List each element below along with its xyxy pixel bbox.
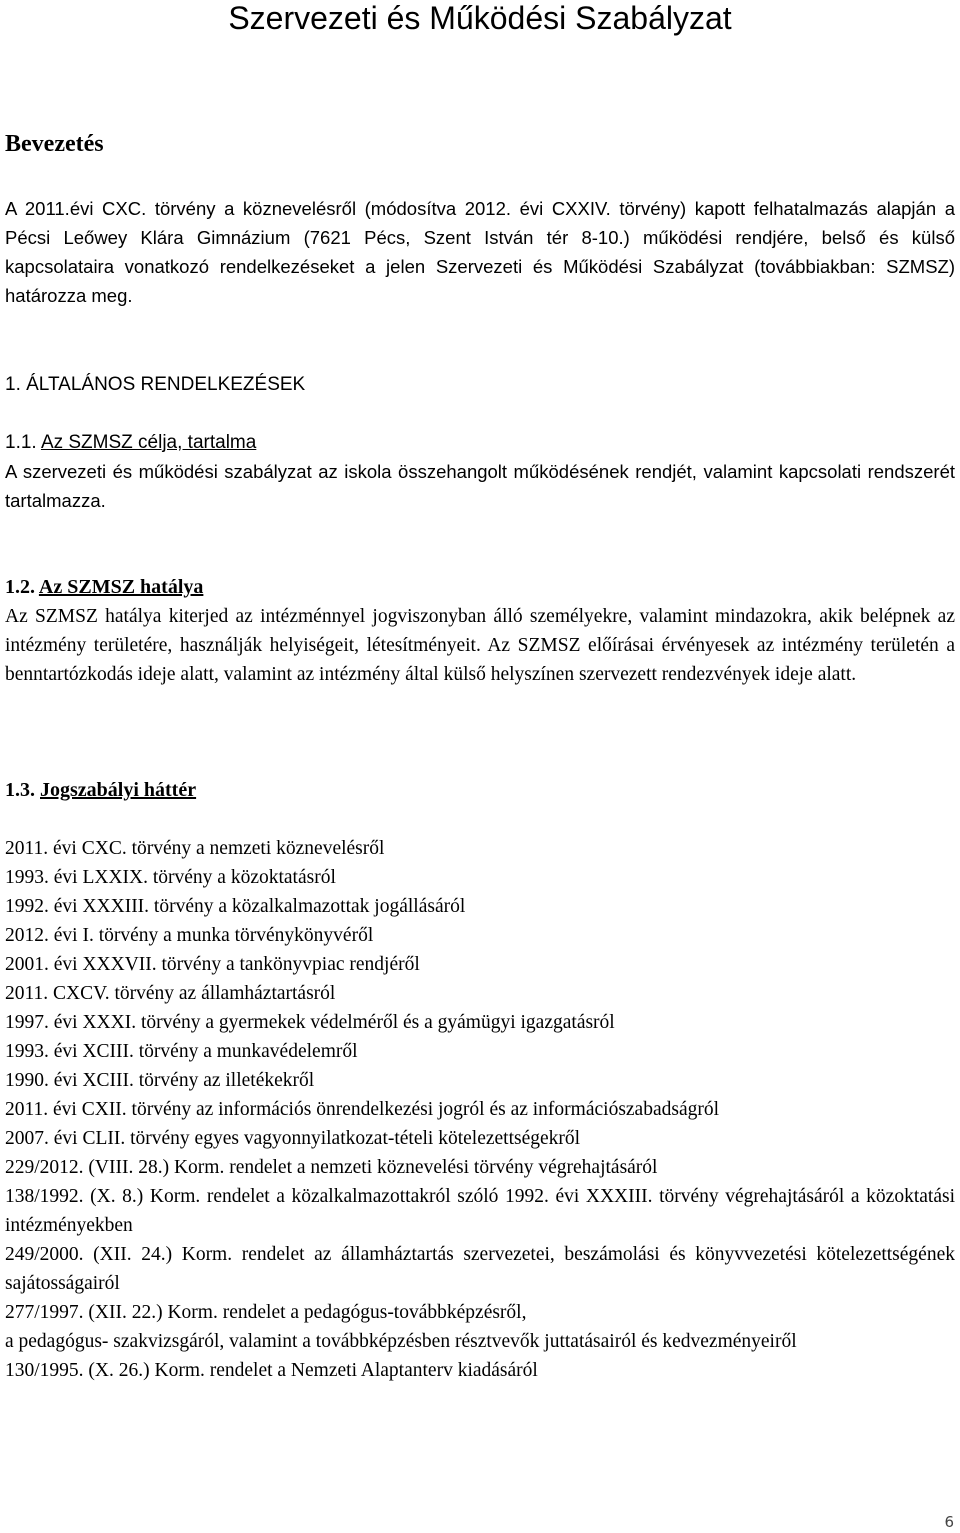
section-1-1-paragraph: A szervezeti és működési szabályzat az iskola összehangolt működésének rendjét, valamint kapcsolati rendszerét tartalmazza. [5,461,955,511]
law-item: 1993. évi LXXIX. törvény a közoktatásról [5,867,336,888]
law-item: 138/1992. (X. 8.) Korm. rendelet a közalkalmazottakról szóló 1992. évi XXXIII. törvény végrehajtásáról a közoktatási intézményekben [5,1186,955,1236]
section-1-3-number: 1.3. [5,779,35,801]
chapter-1-heading: 1. ÁLTALÁNOS RENDELKEZÉSEK [5,374,306,395]
section-1-3-heading [5,776,955,805]
section-1-2-paragraph: Az SZMSZ hatálya kiterjed az intézménnyel jogviszonyban álló személyekre, valamint mindazokra, akik belépnek az intézmény területére, használják helyiségeit, létesítményeit. Az SZMSZ előírásai érvényesek az intézmény területén a benntartózkodás ideje alatt, valamint az intézmény által külső helyszínen szervezett rendezvények ideje alatt. [5,606,955,685]
section-1-1-title: Az SZMSZ célja, tartalma [40,432,257,453]
section-1-2-number: 1.2. [5,576,35,598]
section-1-1-number: 1.1. [5,432,37,453]
law-item: a pedagógus- szakvizsgáról, valamint a továbbképzésben résztvevők juttatásairól és kedvezményeiről [5,1331,797,1352]
section-1-2-title: Az SZMSZ hatálya [38,576,204,598]
law-item: 277/1997. (XII. 22.) Korm. rendelet a pedagógus-továbbképzésről, [5,1302,527,1323]
law-item: 2011. évi CXC. törvény a nemzeti köznevelésről [5,838,385,859]
law-item: 1993. évi XCIII. törvény a munkavédelemről [5,1041,358,1062]
law-item: 2001. évi XXXVII. törvény a tankönyvpiac rendjéről [5,954,420,975]
law-item: 2012. évi I. törvény a munka törvénykönyvéről [5,925,374,946]
law-item: 229/2012. (VIII. 28.) Korm. rendelet a nemzeti köznevelési törvény végrehajtásáról [5,1157,658,1178]
law-item: 2007. évi CLII. törvény egyes vagyonnyilatkozat-tételi kötelezettségekről [5,1128,581,1149]
law-item: 249/2000. (XII. 24.) Korm. rendelet az államháztartás szervezetei, beszámolási és könyvvezetési kötelezettségének sajátosságairól [5,1244,955,1294]
intro-heading: Bevezetés [5,131,104,157]
law-item: 130/1995. (X. 26.) Korm. rendelet a Nemzeti Alaptanterv kiadásáról [5,1360,538,1381]
section-1-2-heading [5,573,955,602]
intro-paragraph: A 2011.évi CXC. törvény a köznevelésről (módosítva 2012. évi CXXIV. törvény) kapott felhatalmazás alapján a Pécsi Leőwey Klára Gimnázium (7621 Pécs, Szent István tér 8-10.) működési rendjére, belső és külső kapcsolataira vonatkozó rendelkezéseket a jelen Szervezeti és Működési Szabályzat (továbbiakban: SZMSZ) határozza meg. [5,198,955,306]
page-number: 6 [944,1513,954,1531]
law-item: 1990. évi XCIII. törvény az illetékekről [5,1070,315,1091]
law-item: 1997. évi XXXI. törvény a gyermekek védelméről és a gyámügyi igazgatásról [5,1012,615,1033]
section-1-3-title: Jogszabályi háttér [40,779,197,801]
law-item: 2011. CXCV. törvény az államháztartásról [5,983,336,1004]
law-list [5,834,955,1385]
law-item: 2011. évi CXII. törvény az információs önrendelkezési jogról és az információszabadságról [5,1099,720,1120]
law-item: 1992. évi XXXIII. törvény a közalkalmazottak jogállásáról [5,896,466,917]
section-1-1-heading [5,428,955,457]
document-title: Szervezeti és Működési Szabályzat [228,0,732,36]
